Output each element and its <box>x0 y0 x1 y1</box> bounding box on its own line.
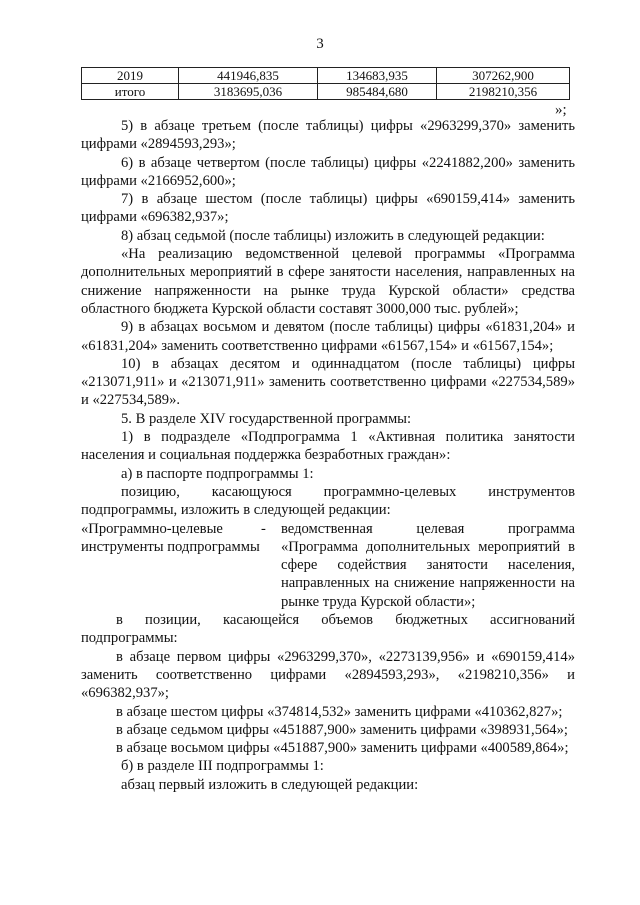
paragraph: абзац первый изложить в следующей редакции: <box>121 776 419 793</box>
position-dash: - <box>261 520 266 537</box>
paragraph: «На реализацию ведомственной целевой программы «Программа дополнительных мероприятий в сфере занятости населения, направленных на снижение напряженности на рынке труда Курской области» средства областного бюджета Курской области составят 3000,000 тыс. рублей»; <box>81 246 575 317</box>
document-body <box>81 117 575 794</box>
table-cell: 441946,835 <box>179 68 318 84</box>
table-cell: 134683,935 <box>318 68 437 84</box>
table-closing-quote: »; <box>555 102 567 118</box>
paragraph: в абзаце восьмом цифры «451887,900» заменить цифрами «400589,864»; <box>116 740 569 757</box>
table-row <box>82 68 570 84</box>
position-value: ведомственная целевая программа «Программа дополнительных мероприятий в сфере содействия занятости населения, направленных на снижение напряженности на рынке труда Курской области»; <box>281 520 575 610</box>
paragraph: в абзаце шестом цифры «374814,532» заменить цифрами «410362,827»; <box>116 703 563 720</box>
table-cell: итого <box>82 84 179 100</box>
paragraph: 10) в абзацах десятом и одиннадцатом (после таблицы) цифры «213071,911» и «213071,911» заменить соответственно цифрами «227534,589» и «227534,589». <box>81 355 575 409</box>
paragraph: 1) в подразделе «Подпрограмма 1 «Активная политика занятости населения и социальная поддержка безработных граждан»: <box>81 429 575 464</box>
paragraph: а) в паспорте подпрограммы 1: <box>121 465 314 482</box>
position-label: «Программно-целевые инструменты подпрограммы <box>81 520 260 555</box>
paragraph: позицию, касающуюся программно-целевых инструментов подпрограммы, изложить в следующей редакции: <box>81 483 575 519</box>
paragraph: 6) в абзаце четвертом (после таблицы) цифры «2241882,200» заменить цифрами «2166952,600»; <box>81 154 575 189</box>
budget-table <box>81 67 570 100</box>
page-number: 3 <box>316 36 324 52</box>
paragraph: в позиции, касающейся объемов бюджетных ассигнований подпрограммы: <box>81 612 575 647</box>
paragraph: в абзаце первом цифры «2963299,370», «2273139,956» и «690159,414» заменить соответственно цифрами «2894593,293», «2198210,356» и «696382,937»; <box>81 648 575 702</box>
paragraph: в абзаце седьмом цифры «451887,900» заменить цифрами «398931,564»; <box>116 721 568 738</box>
table-cell: 2198210,356 <box>437 84 570 100</box>
paragraph: 5) в абзаце третьем (после таблицы) цифры «2963299,370» заменить цифрами «2894593,293»; <box>81 118 575 153</box>
table-cell: 985484,680 <box>318 84 437 100</box>
table-row <box>82 84 570 100</box>
table-cell: 307262,900 <box>437 68 570 84</box>
paragraph: 9) в абзацах восьмом и девятом (после таблицы) цифры «61831,204» и «61831,204» заменить соответственно цифрами «61567,154» и «61567,154»; <box>81 319 575 354</box>
table-cell: 2019 <box>82 68 179 84</box>
paragraph: б) в разделе III подпрограммы 1: <box>121 758 324 775</box>
paragraph: 7) в абзаце шестом (после таблицы) цифры «690159,414» заменить цифрами «696382,937»; <box>81 191 575 226</box>
position-block <box>81 520 575 611</box>
table-cell: 3183695,036 <box>179 84 318 100</box>
paragraph: 8) абзац седьмой (после таблицы) изложить в следующей редакции: <box>121 227 545 244</box>
paragraph: 5. В разделе XIV государственной программы: <box>121 410 412 427</box>
